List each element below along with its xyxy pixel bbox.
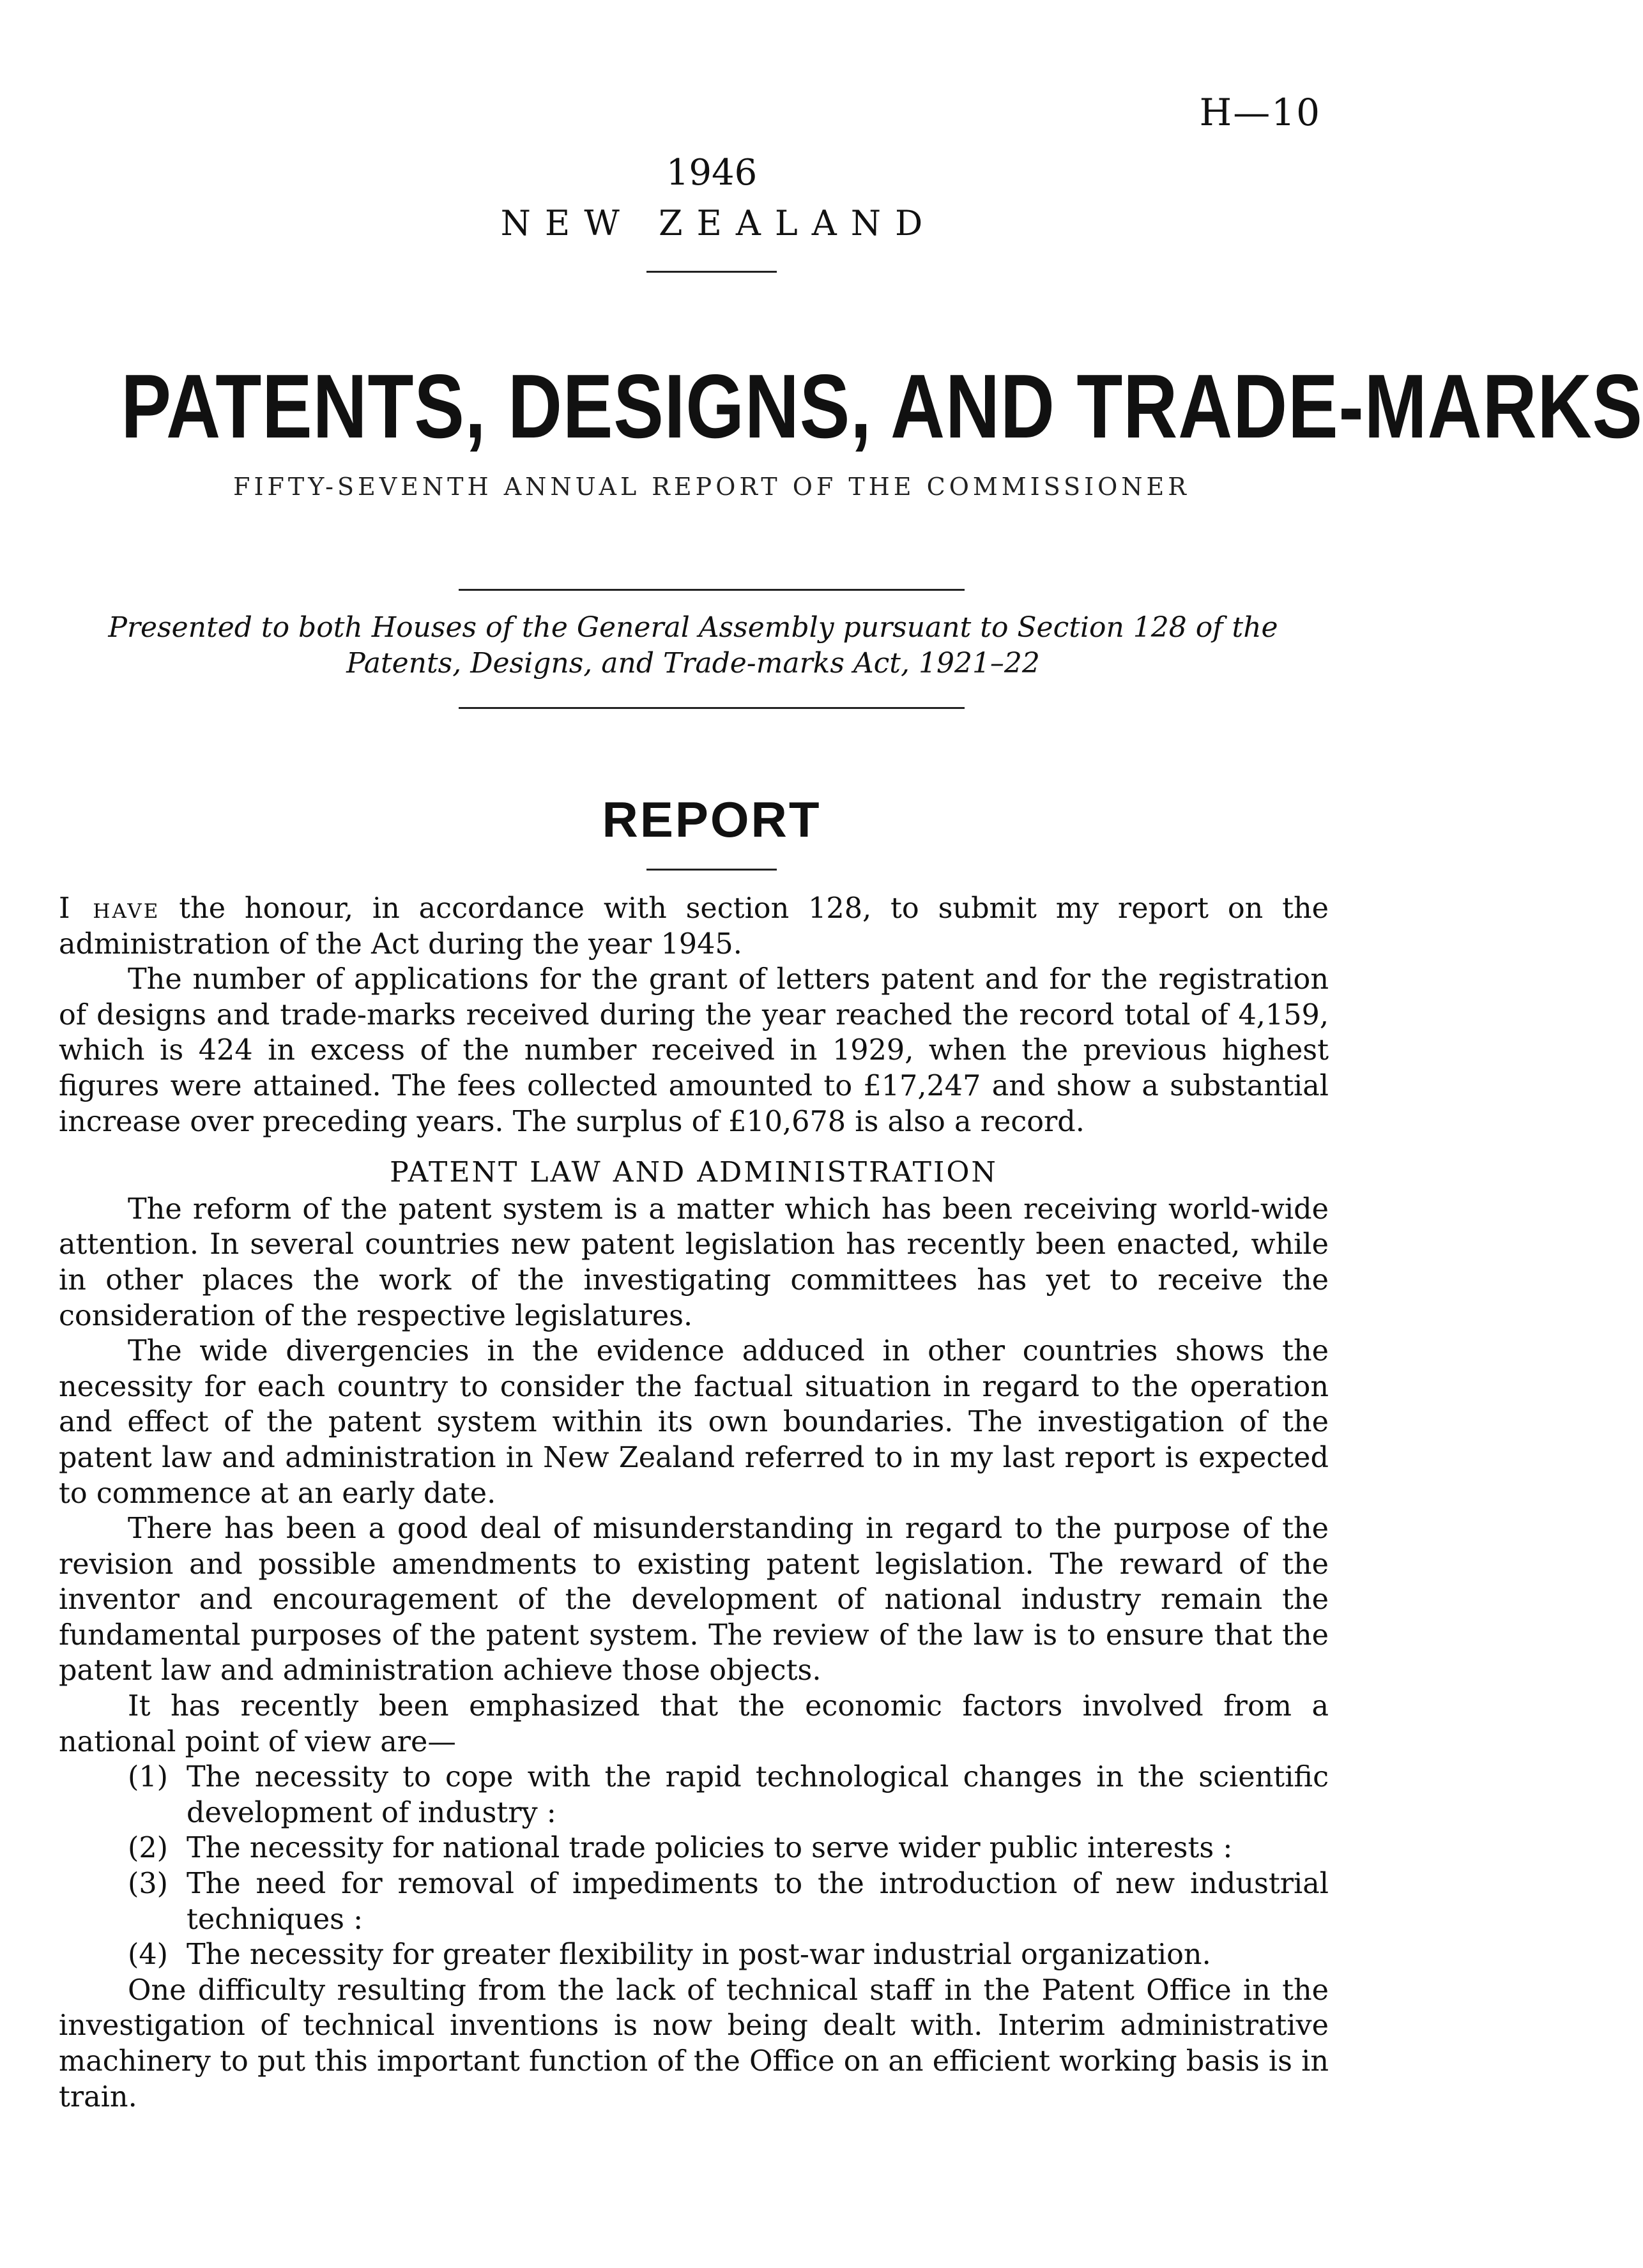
- divider-rule: [646, 869, 777, 871]
- list-text: The need for removal of impediments to the introduction of new industrial techniques :: [187, 1868, 1329, 1936]
- paragraph-text: the honour, in accordance with section 128, to submit my report on the administration of the Act during the year 1945.: [59, 892, 1329, 961]
- paragraph: The reform of the patent system is a matter which has been receiving world-wide attention. In several countries new patent legislation has recently been enacted, while in other places the work of the investigating committees has yet to receive the consideration of the respective legislatures.: [59, 1192, 1329, 1332]
- section-heading: PATENT LAW AND ADMINISTRATION: [390, 1156, 998, 1189]
- opening-words: I have: [59, 892, 160, 925]
- list-number: (2): [128, 1832, 169, 1865]
- publication-year: 1946: [666, 152, 758, 194]
- paragraph: There has been a good deal of misunderstanding in regard to the purpose of the revision and possible amendments to existing patent legislation. The reward of the inventor and encouragement of the development of national industry remain the fundamental purposes of the patent system. The review of the law is to ensure that the patent law and administration achieve those objects.: [59, 1512, 1329, 1687]
- list-number: (1): [128, 1761, 169, 1794]
- divider-rule: [646, 271, 777, 273]
- list-item: [59, 1830, 1329, 1866]
- paragraph: One difficulty resulting from the lack of technical staff in the Patent Office in the investigation of technical inventions is now being dealt with. Interim administrative machinery to put this important function of the Office on an efficient working basis is in train.: [59, 1974, 1329, 2113]
- list-text: The necessity to cope with the rapid technological changes in the scientific development of industry :: [187, 1761, 1329, 1829]
- list-text: The necessity for national trade policies to serve wider public interests :: [187, 1832, 1233, 1865]
- paragraph: It has recently been emphasized that the economic factors involved from a national point of view are—: [59, 1690, 1329, 1758]
- document-reference: H—10: [1199, 91, 1321, 134]
- factor-list: [59, 1760, 1329, 1973]
- paragraph: The wide divergencies in the evidence adduced in other countries shows the necessity for each country to consider the factual situation in regard to the operation and effect of the patent system within its own boundaries. The investigation of the patent law and administration in New Zealand referred to in my last report is expected to commence at an early date.: [59, 1335, 1329, 1510]
- list-number: (3): [128, 1868, 169, 1901]
- page-title: PATENTS, DESIGNS, AND TRADE-MARKS: [121, 356, 1643, 457]
- presentation-note: Presented to both Houses of the General Assembly pursuant to Section 128 of the Patents, Designs, and Trade-marks Act, 1921–22: [108, 611, 1278, 680]
- country-heading: NEW ZEALAND: [500, 203, 937, 243]
- list-item: [59, 1760, 1329, 1830]
- divider-rule: [459, 589, 965, 591]
- paragraph: [59, 891, 1329, 962]
- paragraph: The number of applications for the grant of letters patent and for the registration of designs and trade-marks received during the year reached the record total of 4,159, which is 424 in excess of the number received in 1929, when the previous highest figures were attained. The fees collected amounted to £17,247 and show a substantial increase over preceding years. The surplus of £10,678 is also a record.: [59, 963, 1329, 1138]
- report-body: [59, 891, 1329, 2115]
- list-text: The necessity for greater flexibility in post-war industrial organization.: [187, 1938, 1211, 1972]
- list-item: [59, 1937, 1329, 1973]
- report-heading: REPORT: [602, 791, 822, 848]
- list-item: [59, 1866, 1329, 1937]
- divider-rule: [459, 707, 965, 709]
- page-subtitle: FIFTY-SEVENTH ANNUAL REPORT OF THE COMMISSIONER: [233, 473, 1190, 501]
- list-number: (4): [128, 1938, 169, 1972]
